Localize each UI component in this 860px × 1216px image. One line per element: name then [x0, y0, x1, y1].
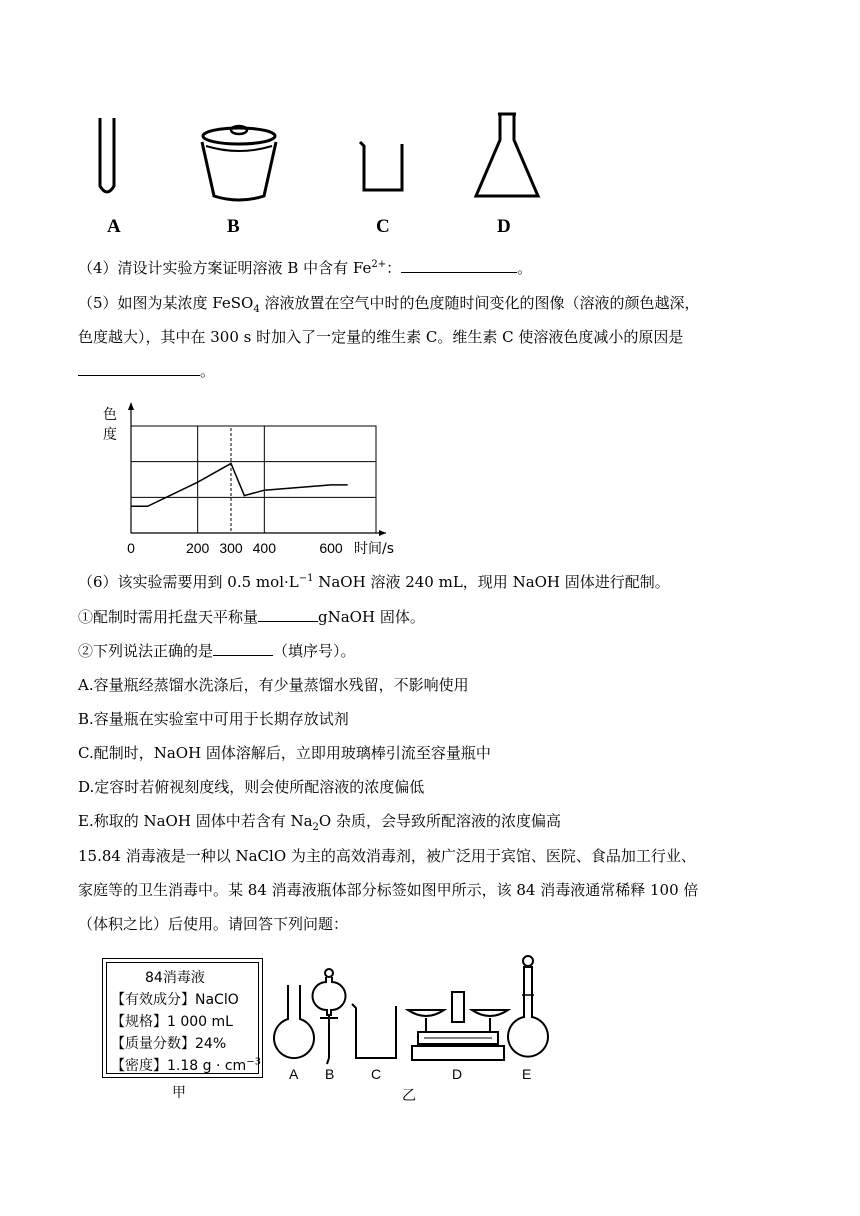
option-b: B.容量瓶在实验室中可用于长期存放试剂: [78, 710, 349, 728]
question-6-sub-1: ①配制时需用托盘天平称量 gNaOH 固体。: [78, 608, 425, 626]
chart-series-line: [131, 463, 348, 506]
conical-flask-icon: [472, 112, 542, 200]
answer-blank[interactable]: [401, 258, 517, 273]
label-row-mass-fraction: 【质量分数】24%: [111, 1036, 227, 1052]
balance-icon: [404, 988, 512, 1064]
apparatus2-label-b: B: [325, 1066, 335, 1082]
chart-x-tick-label: 600: [319, 540, 343, 556]
apparatus2-label-d: D: [452, 1066, 463, 1082]
label-row-ingredient: 【有效成分】NaClO: [111, 992, 239, 1008]
chart-x-tick-label: 0: [127, 540, 135, 556]
question-15-line-3: （体积之比）后使用。请回答下列问题：: [78, 915, 349, 933]
question-15-line-2: 家庭等的卫生消毒中。某 84 消毒液瓶体部分标签如图甲所示，该 84 消毒液通常稀释 100 倍: [78, 881, 699, 899]
chart-xlabel: 时间/s: [354, 541, 395, 557]
question-5-line-3: 。: [78, 360, 215, 382]
beaker-icon: [350, 1002, 400, 1060]
chart-y-arrow: [128, 402, 134, 410]
caption-yi: 乙: [402, 1087, 416, 1103]
question-6-sub-2: ②下列说法正确的是 （填序号）。: [78, 642, 356, 660]
apparatus2-label-c: C: [371, 1066, 382, 1082]
option-e: E.称取的 NaOH 固体中若含有 $Na_2O$ 杂质，会导致所配溶液的浓度偏高: [78, 812, 561, 833]
label-row-size: 【规格】1 000 mL: [111, 1014, 233, 1030]
apparatus-label-d: D: [497, 216, 511, 237]
round-flask-icon: [272, 985, 316, 1063]
chart-x-tick-label: 200: [185, 540, 210, 556]
option-a: A.容量瓶经蒸馏水洗涤后，有少量蒸馏水残留，不影响使用: [78, 676, 469, 694]
answer-blank[interactable]: [78, 361, 200, 376]
caption-jia: 甲: [172, 1084, 186, 1100]
label-row-density: 【密度】1.18 $g \cdot cm^{-3}$: [111, 1056, 261, 1074]
question-4: （4）清设计实验方案证明溶液 B 中含有 $Fe^{2+}$： 。: [78, 259, 533, 277]
chart-frame: [131, 426, 376, 533]
chart-x-arrow: [379, 530, 386, 536]
chart-x-tick-label: 300: [219, 540, 243, 556]
question-5-line-2: 色度越大），其中在 300 s 时加入了一定量的维生素 C。维生素 C 使溶液色度减小的原因是: [78, 328, 684, 346]
chart-ylabel: 色度: [103, 406, 117, 442]
question-5-line-1: （5）如图为某浓度 FeSO$_4$ 溶液放置在空气中时的色度随时间变化的图像（溶液的颜色越深，: [78, 294, 700, 315]
test-tube-icon: [95, 118, 119, 198]
apparatus2-label-a: A: [289, 1066, 299, 1082]
beaker-icon: [358, 140, 408, 194]
apparatus-label-b: B: [227, 216, 240, 237]
apparatus-label-a: A: [107, 216, 121, 237]
disinfectant-label-card: [102, 958, 263, 1078]
question-15-line-1: 15.84 消毒液是一种以 NaClO 为主的高效消毒剂，被广泛用于宾馆、医院、食品加工行业、: [78, 847, 696, 865]
crucible-icon: [196, 124, 282, 204]
color-degree-chart: [96, 398, 416, 558]
question-6-title: （6）该实验需要用到 0.5 $mol\cdot L^{-1}$ NaOH 溶液 240 mL，现用 NaOH 固体进行配制。: [78, 573, 670, 591]
answer-blank[interactable]: [258, 607, 318, 622]
separatory-funnel-icon: [312, 968, 346, 1064]
apparatus-label-c: C: [376, 216, 390, 237]
label-title: 84消毒液: [145, 970, 205, 986]
option-d: D.定容时若俯视刻度线，则会使所配溶液的浓度偏低: [78, 778, 425, 796]
chart-x-tick-label: 400: [252, 540, 277, 556]
apparatus2-label-e: E: [522, 1066, 532, 1082]
answer-blank[interactable]: [213, 641, 273, 656]
volumetric-flask-icon: [505, 955, 551, 1065]
option-c: C.配制时，NaOH 固体溶解后，立即用玻璃棒引流至容量瓶中: [78, 744, 491, 762]
